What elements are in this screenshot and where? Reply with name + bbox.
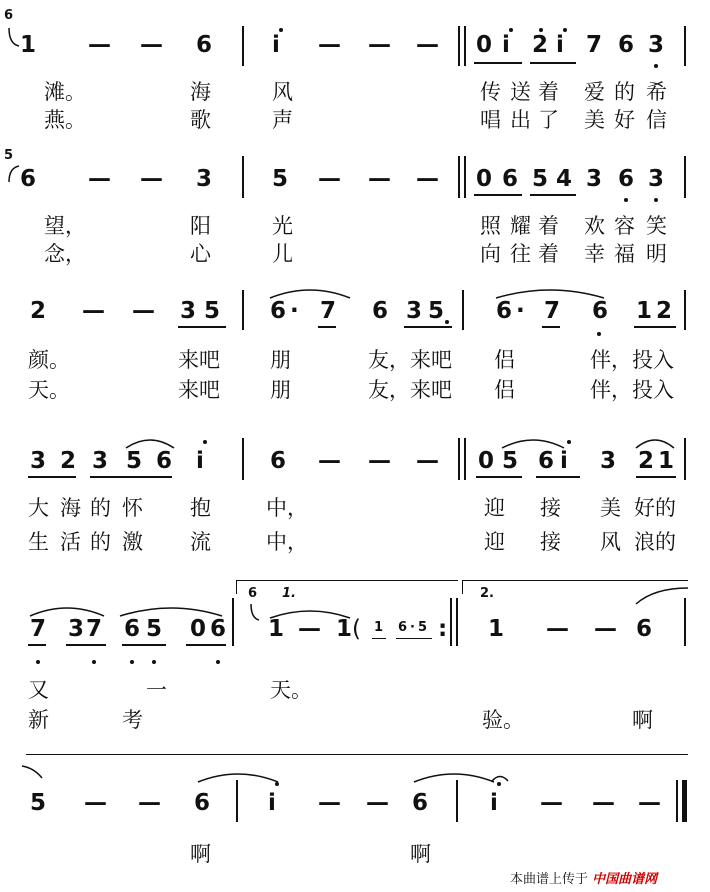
lyric: 考 — [122, 708, 143, 732]
note: 0 — [190, 616, 207, 642]
lyric: 的 — [90, 530, 111, 554]
dash: — — [298, 616, 321, 642]
dash: — — [82, 298, 105, 324]
lyric: 着 — [538, 242, 559, 266]
dash: — — [368, 166, 391, 192]
source-footer — [510, 868, 657, 887]
lyric: 美 — [584, 108, 605, 132]
note: 1 — [658, 448, 675, 474]
lyric: 送 — [510, 80, 531, 104]
note: 6 — [20, 166, 37, 192]
note: 4 — [556, 166, 573, 192]
note: 6 — [592, 298, 609, 324]
lyric: 一 — [146, 678, 167, 702]
lyric: 照 — [480, 214, 501, 238]
lyric: 生 — [28, 530, 49, 554]
barline — [684, 26, 686, 66]
lyric: 滩。 — [44, 80, 86, 104]
note: 6 — [196, 32, 213, 58]
note: 6 — [372, 298, 389, 324]
dash: — — [366, 790, 389, 816]
lyric: 出 — [510, 108, 531, 132]
barline — [684, 290, 686, 330]
note: 5 — [204, 298, 221, 324]
final-barline — [682, 780, 687, 822]
repeat-sign: : — [438, 616, 448, 642]
note: 1 — [636, 298, 653, 324]
lyric: 又 — [28, 678, 49, 702]
lyric: 阳 — [190, 214, 211, 238]
lyric: 美 — [600, 496, 621, 520]
grace-note: 5 — [4, 148, 14, 163]
dash: — — [88, 32, 111, 58]
barline — [458, 26, 460, 66]
note: i — [272, 32, 280, 58]
lyric: 侣 — [494, 378, 515, 402]
note: 6 — [124, 616, 141, 642]
note: 1 — [20, 32, 37, 58]
dash: — — [138, 790, 161, 816]
note: 1 — [374, 620, 384, 635]
note: 2 — [532, 32, 549, 58]
lyric: 天。 — [270, 678, 312, 702]
note: 6 — [618, 32, 635, 58]
lyric: 歌 — [190, 108, 211, 132]
note: 3 — [600, 448, 617, 474]
barline — [458, 438, 460, 480]
lyric: 儿 — [272, 242, 293, 266]
note: 7 — [86, 616, 103, 642]
barline — [684, 598, 686, 646]
dash: — — [318, 448, 341, 474]
lyric: 容 — [614, 214, 635, 238]
dash: — — [140, 32, 163, 58]
lyric: 大 — [28, 496, 49, 520]
note: 0 — [476, 166, 493, 192]
lyric: 友，来吧 — [368, 378, 452, 402]
note: 2 — [60, 448, 77, 474]
note: 5 — [146, 616, 163, 642]
note: 2 — [30, 298, 47, 324]
lyric: 风 — [600, 530, 621, 554]
dash: — — [88, 166, 111, 192]
barline — [242, 26, 244, 66]
note: i — [490, 790, 498, 816]
lyric: 抱 — [190, 496, 211, 520]
note: i — [268, 790, 276, 816]
dash: — — [416, 32, 439, 58]
note: 6 — [210, 616, 227, 642]
lyric: 欢 — [584, 214, 605, 238]
lyric: 好的 — [634, 496, 676, 520]
lyric: 朋 — [270, 378, 291, 402]
barline — [464, 156, 466, 198]
note: 3 — [196, 166, 213, 192]
lyric: 朋 — [270, 348, 291, 372]
note: 5 — [272, 166, 289, 192]
note: 2 — [656, 298, 673, 324]
lyric: 心 — [190, 242, 211, 266]
lyric: 来吧 — [178, 348, 220, 372]
lyric: 望， — [44, 214, 86, 238]
note: 6 — [156, 448, 173, 474]
note: 6 — [618, 166, 635, 192]
barline — [232, 598, 234, 646]
lyric: 笑 — [646, 214, 667, 238]
note: 5 — [428, 298, 445, 324]
lyric: 声 — [272, 108, 293, 132]
lyric: 福 — [614, 242, 635, 266]
note: 3 — [648, 32, 665, 58]
barline — [458, 156, 460, 198]
barline — [676, 780, 678, 822]
note: 1 — [488, 616, 505, 642]
note: 6 — [412, 790, 429, 816]
note: 3 — [586, 166, 603, 192]
lyric: 往 — [510, 242, 531, 266]
lyric: 流 — [190, 530, 211, 554]
volta-1: 1. — [282, 586, 296, 601]
dash: — — [638, 790, 661, 816]
barline — [462, 290, 464, 330]
barline — [464, 26, 466, 66]
note: 1 — [336, 616, 353, 642]
dash: — — [132, 298, 155, 324]
lyric: 中， — [266, 496, 308, 520]
note: 0 — [478, 448, 495, 474]
lyric: 光 — [272, 214, 293, 238]
note: 0 — [476, 32, 493, 58]
dash: — — [368, 32, 391, 58]
note: 5 — [30, 790, 47, 816]
lyric: 侣 — [494, 348, 515, 372]
lyric: 来吧 — [178, 378, 220, 402]
note: 3 — [30, 448, 47, 474]
note: 3 — [648, 166, 665, 192]
volta-2: 2. — [480, 586, 494, 601]
note: 3 — [92, 448, 109, 474]
barline — [242, 290, 244, 330]
grace-note: 6 — [4, 8, 14, 23]
lyric: 念， — [44, 242, 86, 266]
lyric: 验。 — [482, 708, 524, 732]
barline — [242, 156, 244, 198]
dot: · — [290, 298, 299, 324]
lyric: 伴，投入 — [590, 348, 674, 372]
barline — [464, 438, 466, 480]
footer-text: 本曲谱上传于 — [510, 872, 589, 887]
dash: — — [540, 790, 563, 816]
lyric: 迎 — [484, 496, 505, 520]
lyric: 浪的 — [634, 530, 676, 554]
note: 6 — [270, 298, 287, 324]
dash: — — [416, 448, 439, 474]
lyric: 希 — [646, 80, 667, 104]
lyric: 新 — [28, 708, 49, 732]
note: 5 — [532, 166, 549, 192]
note: 5 — [502, 448, 519, 474]
lyric: 中， — [266, 530, 308, 554]
lyric: 迎 — [484, 530, 505, 554]
lyric: 爱 — [584, 80, 605, 104]
note: 3 — [68, 616, 85, 642]
lyric: 活 — [60, 530, 81, 554]
note: 6 — [502, 166, 519, 192]
lyric: 接 — [540, 530, 561, 554]
grace-note: 6 — [248, 586, 258, 601]
dash: — — [318, 32, 341, 58]
dash: — — [416, 166, 439, 192]
lyric: 啊 — [190, 842, 211, 866]
dash: — — [368, 448, 391, 474]
dash: — — [318, 790, 341, 816]
dot: · — [516, 298, 525, 324]
note: 5 — [418, 620, 428, 635]
dash: — — [594, 616, 617, 642]
note: 7 — [586, 32, 603, 58]
lyric: 耀 — [510, 214, 531, 238]
lyric: 激 — [122, 530, 143, 554]
note: i — [196, 448, 204, 474]
lyric: 怀 — [122, 496, 143, 520]
note: 7 — [30, 616, 47, 642]
barline — [456, 780, 458, 822]
note: 5 — [126, 448, 143, 474]
lyric: 海 — [60, 496, 81, 520]
barline — [236, 780, 238, 822]
footer-site-link[interactable]: 中国曲谱网 — [592, 872, 658, 887]
lyric: 明 — [646, 242, 667, 266]
lyric: 唱 — [480, 108, 501, 132]
dash: — — [84, 790, 107, 816]
lyric: 接 — [540, 496, 561, 520]
note: 2 — [638, 448, 655, 474]
note: 6 — [636, 616, 653, 642]
barline — [684, 156, 686, 198]
dash: — — [140, 166, 163, 192]
lyric: 天。 — [28, 378, 70, 402]
lyric: 的 — [90, 496, 111, 520]
note: 7 — [320, 298, 337, 324]
lyric: 向 — [480, 242, 501, 266]
lyric: 风 — [272, 80, 293, 104]
lyric: 海 — [190, 80, 211, 104]
note: i — [502, 32, 510, 58]
barline — [456, 598, 458, 646]
lyric: 燕。 — [44, 108, 86, 132]
lyric: 啊 — [632, 708, 653, 732]
note: 6 — [270, 448, 287, 474]
note: i — [556, 32, 564, 58]
barline — [450, 598, 452, 646]
lyric: 传 — [480, 80, 501, 104]
note: i — [560, 448, 568, 474]
note: 6 — [398, 620, 408, 635]
lyric: 伴，投入 — [590, 378, 674, 402]
lyric: 的 — [614, 80, 635, 104]
dash: — — [318, 166, 341, 192]
lyric: 幸 — [584, 242, 605, 266]
lyric: 信 — [646, 108, 667, 132]
note: 3 — [406, 298, 423, 324]
lyric: 好 — [614, 108, 635, 132]
lyric: 着 — [538, 80, 559, 104]
barline — [684, 438, 686, 480]
note: 1 — [268, 616, 285, 642]
lyric: 了 — [538, 108, 559, 132]
note: 3 — [180, 298, 197, 324]
lyric: 颜。 — [28, 348, 70, 372]
barline — [242, 438, 244, 480]
dot: · — [410, 620, 415, 635]
note: 7 — [544, 298, 561, 324]
dash: — — [592, 790, 615, 816]
lyric: 着 — [538, 214, 559, 238]
dash: — — [546, 616, 569, 642]
paren: ( — [352, 616, 361, 642]
lyric: 友，来吧 — [368, 348, 452, 372]
note: 6 — [538, 448, 555, 474]
note: 6 — [496, 298, 513, 324]
note: 6 — [194, 790, 211, 816]
lyric: 啊 — [410, 842, 431, 866]
